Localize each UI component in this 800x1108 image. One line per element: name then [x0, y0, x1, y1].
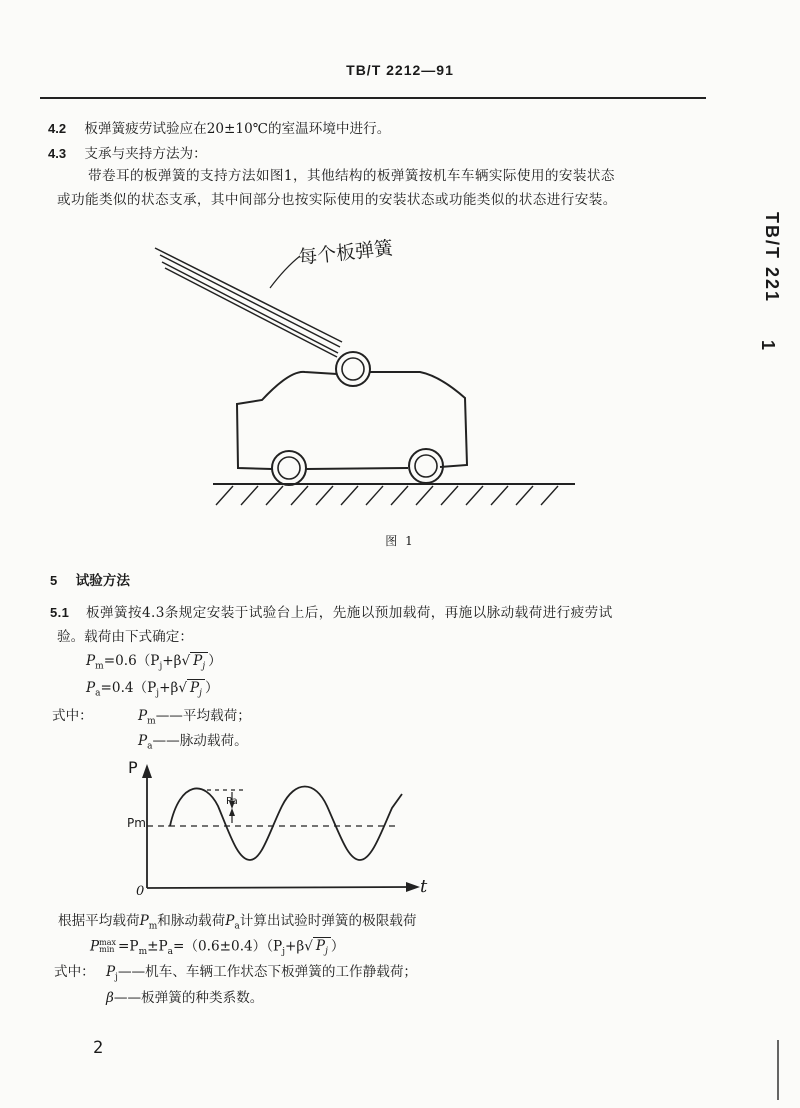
amplitude-label: Pa — [226, 796, 238, 807]
subscript: m — [148, 921, 158, 932]
clause-text: 板弹簧疲劳试验应在20±10℃的室温环境中进行。 — [84, 121, 391, 137]
subscript: j — [115, 972, 118, 983]
symbol: β — [106, 990, 114, 1006]
clause-4-3-line-2: 或功能类似的状态支承，其中间部分也按实际使用的安装状态或功能类似的状态进行安装。 — [57, 192, 617, 208]
subscript: a — [234, 921, 240, 932]
symbol: P — [225, 913, 235, 929]
subscript: m — [147, 716, 156, 727]
section-title: 试验方法 — [75, 573, 130, 589]
standard-code-header: TB/T 2212—91 — [346, 62, 454, 78]
clause-number: 5.1 — [50, 605, 70, 620]
figure-1-caption: 图 1 — [385, 534, 415, 548]
clause-text: 支承与夹持方法为： — [84, 146, 207, 162]
formula-part: ±P — [147, 938, 168, 955]
page-number: 2 — [93, 1038, 104, 1058]
definition-text: ——平均载荷； — [155, 708, 251, 724]
clause-text: 板弹簧按4.3条规定安装于试验台上后，先施以预加载荷，再施以脉动载荷进行疲劳试 — [86, 605, 613, 621]
formula-part: +β√ — [159, 680, 187, 696]
where-label-1: 式中： — [52, 708, 93, 724]
where-label-2: 式中： — [54, 964, 95, 980]
formula-part: =P — [118, 938, 139, 955]
symbol: P — [315, 938, 326, 955]
section-number: 5 — [50, 573, 58, 588]
clause-number: 4.2 — [48, 121, 67, 136]
formula-part: ） — [208, 653, 222, 669]
symbol: P — [86, 680, 96, 696]
clause-5-1-line-2: 验。载荷由下式确定： — [57, 629, 193, 645]
subscript: a — [95, 688, 101, 699]
side-standard-code: TB/T 221 — [762, 212, 782, 304]
symbol: P — [190, 680, 200, 696]
subscript: m — [95, 661, 104, 672]
subscript: m — [138, 947, 148, 958]
subscript: a — [147, 741, 153, 752]
formula-part: +β√ — [162, 653, 191, 669]
formula-part: =0.6（P — [103, 653, 160, 669]
subscript: j — [199, 688, 202, 699]
subscript: j — [325, 947, 328, 958]
subscript: j — [156, 688, 160, 699]
superscript: max — [99, 938, 117, 947]
text-part: 根据平均载荷 — [58, 913, 140, 929]
definition-text: ——板弹簧的种类系数。 — [113, 990, 264, 1006]
clause-4-3-line-1: 带卷耳的板弹簧的支持方法如图1，其他结构的板弹簧按机车车辆实际使用的安装状态 — [88, 168, 615, 184]
clause-number: 4.3 — [48, 146, 67, 161]
formula-part: ） — [330, 938, 345, 955]
subscript: j — [282, 947, 285, 958]
subscript: a — [167, 947, 174, 958]
text-part: 计算出试验时弹簧的极限载荷 — [239, 913, 417, 929]
symbol: P — [193, 653, 203, 669]
mean-load-label: Pm — [127, 816, 146, 830]
formula-part: +β√ — [285, 938, 313, 955]
symbol: P — [90, 938, 100, 955]
subscript: j — [159, 661, 163, 672]
text-part: 和脉动载荷 — [157, 913, 226, 929]
subscript: min — [99, 944, 115, 954]
formula-part: =0.4（P — [100, 680, 157, 696]
origin-label: 0 — [136, 884, 145, 899]
side-standard-number: 1 — [758, 340, 778, 351]
subscript: j — [202, 661, 206, 672]
x-axis-label: t — [420, 876, 428, 897]
definition-text: ——机车、车辆工作状态下板弹簧的工作静载荷； — [117, 964, 418, 980]
symbol: P — [86, 653, 96, 669]
symbol: P — [138, 708, 148, 724]
symbol: P — [139, 913, 149, 929]
formula-part: =（0.6±0.4）（P — [173, 938, 283, 955]
symbol: P — [138, 733, 148, 749]
y-axis-label: P — [128, 758, 138, 777]
symbol: P — [106, 964, 116, 980]
definition-text: ——脉动载荷。 — [152, 733, 248, 749]
figure-1-spring-label: 每个板弹簧 — [297, 237, 395, 269]
formula-part: ） — [204, 680, 219, 696]
